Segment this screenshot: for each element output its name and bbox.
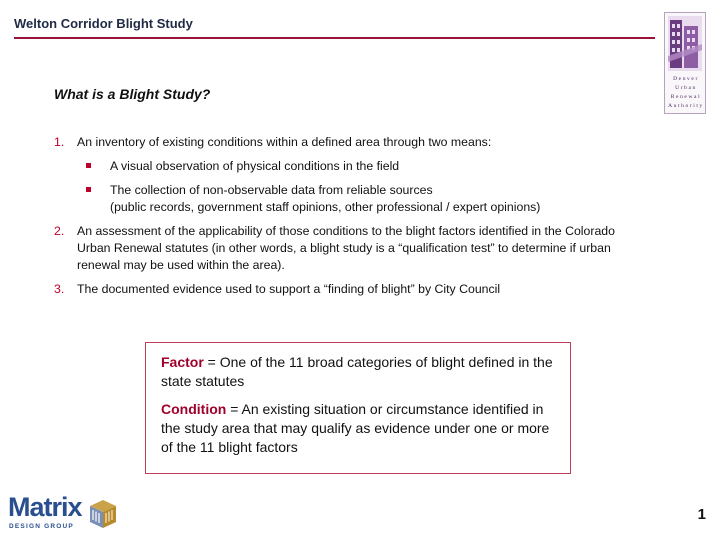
- matrix-design-group-logo: [8, 492, 118, 534]
- definition-factor: [161, 353, 556, 391]
- numbered-list: [52, 134, 642, 305]
- header-divider: [14, 37, 655, 39]
- dura-building-graphic: [668, 16, 702, 71]
- item-text: An inventory of existing conditions within a defined area through two means:: [77, 135, 492, 149]
- dura-logo: [664, 12, 706, 114]
- dura-logo-line: Urban: [675, 85, 697, 91]
- page-number: 1: [697, 506, 706, 523]
- definitions-box: [145, 342, 571, 474]
- square-bullet-icon: [86, 187, 91, 192]
- item-number: 1.: [54, 135, 65, 149]
- bullet-item: [77, 158, 642, 175]
- bullet-text: A visual observation of physical conditions in the field: [110, 159, 400, 173]
- definition-term: Condition: [161, 401, 227, 417]
- bullet-text: (public records, government staff opinions, other professional / expert opinions): [110, 200, 541, 214]
- definition-text: = One of the 11 broad categories of blight defined in the state statutes: [161, 354, 553, 389]
- item-text: An assessment of the applicability of those conditions to the blight factors identified in the Colorado Urban Renewal statutes (in other words, a blight study is a “qualification test” to determine if urban renewal may be used within the area).: [77, 224, 615, 272]
- bullet-list: [77, 158, 642, 216]
- list-item: [52, 281, 642, 298]
- definition-term: Factor: [161, 354, 204, 370]
- item-number: 2.: [54, 224, 65, 238]
- matrix-cube-icon: [88, 498, 118, 530]
- logo-subtitle: DESIGN GROUP: [9, 523, 74, 530]
- section-title: What is a Blight Study?: [54, 86, 211, 102]
- bullet-item: [77, 182, 642, 216]
- logo-wordmark: Matrix: [8, 492, 82, 522]
- definition-text: = An existing situation or circumstance identified in the study area that may qualify as evidence under one or more of the 11 blight factors: [161, 401, 550, 455]
- definition-condition: [161, 400, 556, 457]
- item-text: The documented evidence used to support a “finding of blight” by City Council: [77, 282, 501, 296]
- list-item: [52, 223, 642, 274]
- bullet-text: The collection of non-observable data from reliable sources: [110, 183, 433, 197]
- dura-logo-text: [665, 75, 707, 111]
- square-bullet-icon: [86, 163, 91, 168]
- item-number: 3.: [54, 282, 65, 296]
- list-item: [52, 134, 642, 216]
- dura-logo-line: Renewal: [670, 94, 702, 100]
- dura-logo-line: Denver: [673, 76, 699, 82]
- dura-logo-line: Authority: [668, 103, 704, 109]
- presentation-title: Welton Corridor Blight Study: [14, 16, 193, 31]
